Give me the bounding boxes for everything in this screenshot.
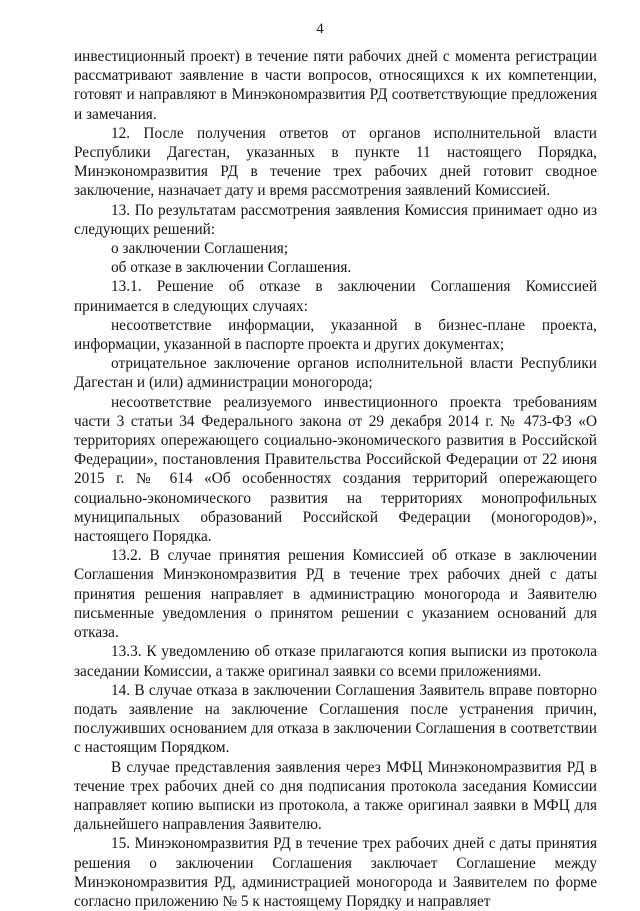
refusal-case-law-noncompliance: несоответствие реализуемого инвестиционного проекта требованиям части 3 статьи 34 Федерального закона от 29 декабря 2014 г. № 473-ФЗ «О территориях опережающего социально-экономического развития в Российской Федерации», постановления Правительства Российской Федерации от 22 июня 2015 г. № 614 «Об особенностях создания территорий опережающего социально-экономического развития на территориях монопрофильных муниципальных образований Российской Федерации (моногородов)», настоящего Порядка. [74, 393, 597, 546]
document-body [74, 47, 597, 911]
paragraph-13-2: 13.2. В случае принятия решения Комиссией об отказе в заключении Соглашения Минэкономразвития РД в течение трех рабочих дней с даты принятия решения направляет в администрацию моногорода и Заявителю письменные уведомления о принятом решении с указанием оснований для отказа. [74, 547, 597, 642]
paragraph-13-3: 13.3. К уведомлению об отказе прилагаются копия выписки из протокола заседании Комиссии, а также оригинал заявки со всеми приложениями. [74, 643, 597, 680]
paragraph-13-1: 13.1. Решение об отказе в заключении Соглашения Комиссией принимается в следующих случаях: [74, 278, 597, 315]
refusal-case-negative-conclusion: отрицательное заключение органов исполнительной власти Республики Дагестан и (или) администрации моногорода; [74, 355, 597, 392]
decision-option-refuse: об отказе в заключении Соглашения. [111, 259, 352, 277]
paragraph-14: 14. В случае отказа в заключении Соглашения Заявитель вправе повторно подать заявление на заключение Соглашения после устранения причин, послуживших основанием для отказа в заключении Соглашения в соответствии с настоящим Порядком. [74, 681, 597, 757]
paragraph-15: 15. Минэкономразвития РД в течение трех рабочих дней с даты принятия решения о заключении Соглашения заключает Соглашение между Минэкономразвития РД, администрацией моногорода и Заявителем по форме согласно приложению № 5 к настоящему Порядку и направляет [74, 835, 597, 910]
decision-option-conclude: о заключении Соглашения; [111, 240, 289, 258]
paragraph-13: 13. По результатам рассмотрения заявления Комиссия принимает одно из следующих решений: [74, 201, 597, 238]
paragraph-mfc: В случае представления заявления через МФЦ Минэкономразвития РД в течение трех рабочих дней со дня подписания протокола заседания Комиссии направляет копию выписки из протокола, а также оригинал заявки в МФЦ для дальнейшего направления Заявителю. [74, 758, 597, 834]
paragraph-12: 12. После получения ответов от органов исполнительной власти Республики Дагестан, указанных в пункте 11 настоящего Порядка, Минэкономразвития РД в течение трех рабочих дней готовит сводное заключение, назначает дату и время рассмотрения заявлений Комиссией. [74, 124, 597, 200]
page-number: 4 [316, 21, 324, 37]
refusal-case-business-plan: несоответствие информации, указанной в бизнес-плане проекта, информации, указанной в паспорте проекта и других документах; [74, 316, 597, 354]
paragraph-continuation: инвестиционный проект) в течение пяти рабочих дней с момента регистрации рассматривают заявление в части вопросов, относящихся к их компетенции, готовят и направляют в Минэкономразвития РД соответствующие предложения и замечания. [74, 48, 597, 123]
